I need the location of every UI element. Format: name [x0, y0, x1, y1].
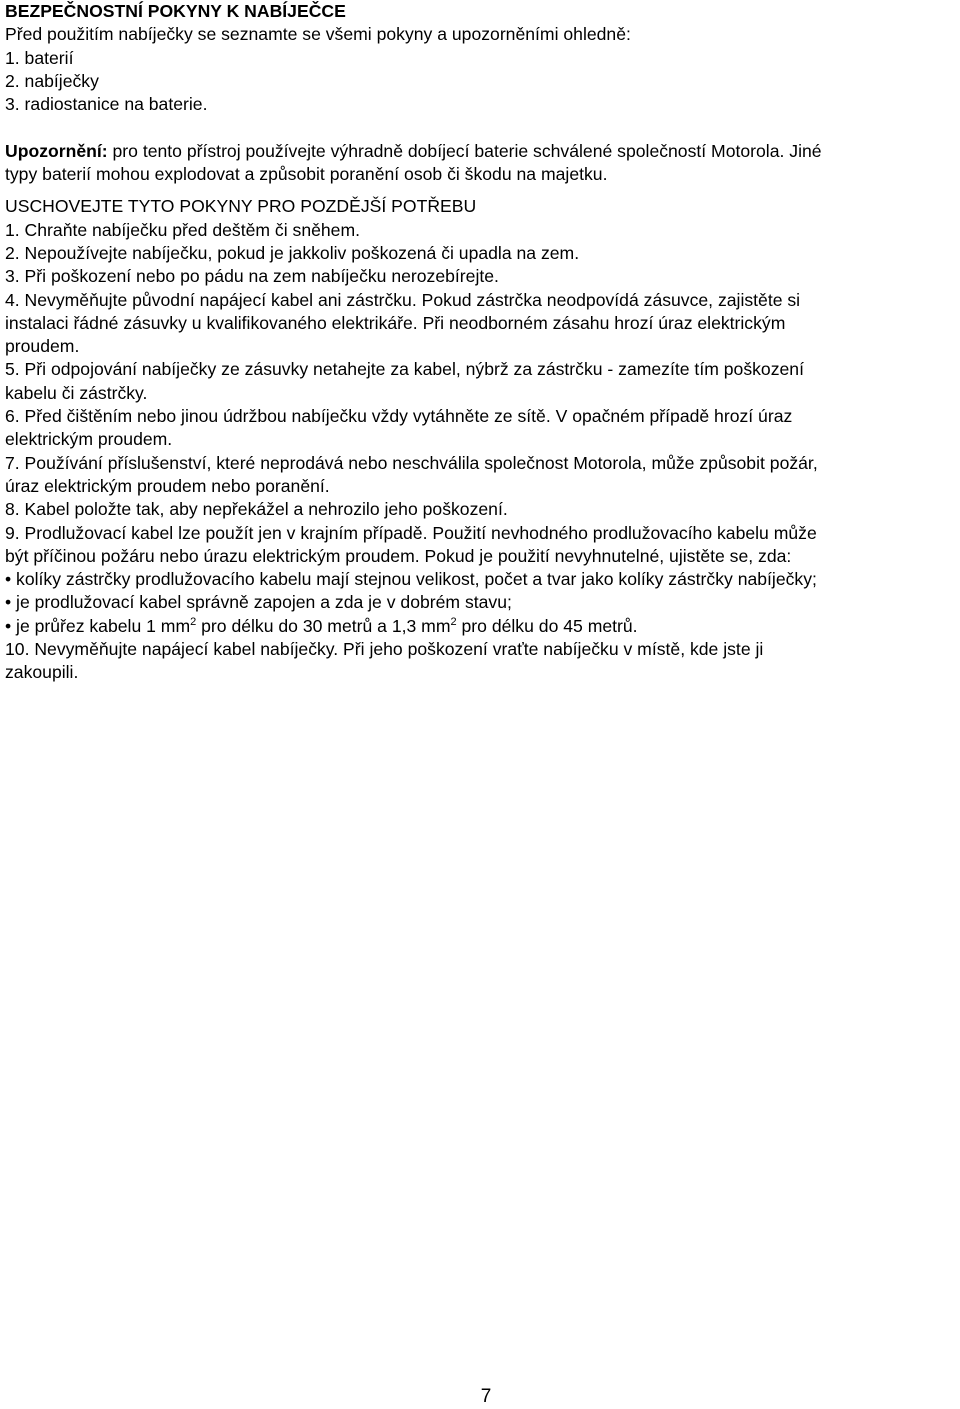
instruction-6-cont: elektrickým proudem. [5, 429, 173, 450]
instruction-1: 1. Chraňte nabíječku před deštěm či sněhem. [5, 219, 361, 240]
warning-label: Upozornění: [5, 140, 108, 161]
superscript: 2 [450, 615, 457, 628]
bullet-text: pro délku do 30 metrů a 1,3 mm [196, 615, 451, 636]
warning-text: pro tento přístroj používejte výhradně dobíjecí baterie schválené společností Motorola. Jiné [107, 140, 822, 161]
instruction-10-cont: zakoupili. [5, 662, 79, 683]
intro-item: 1. baterií [5, 47, 74, 68]
instruction-4: 4. Nevyměňujte původní napájecí kabel ani zástrčku. Pokud zástrčka neodpovídá zásuvce, zajistěte si [5, 289, 801, 310]
warning-line-2: typy baterií mohou explodovat a způsobit poranění osob či škodu na majetku. [5, 164, 608, 185]
bullet-item: • kolíky zástrčky prodlužovacího kabelu mají stejnou velikost, počet a tvar jako kolíky zástrčky nabíječky; [5, 569, 817, 590]
instruction-8: 8. Kabel položte tak, aby nepřekážel a nehrozilo jeho poškození. [5, 499, 508, 520]
bullet-text: • je průřez kabelu 1 mm [5, 615, 191, 636]
instruction-10: 10. Nevyměňujte napájecí kabel nabíječky. Při jeho poškození vraťte nabíječku v místě, kde jste ji [5, 639, 764, 660]
instruction-3: 3. Při poškození nebo po pádu na zem nabíječku nerozebírejte. [5, 266, 499, 287]
document-page [5, 0, 957, 685]
instruction-6: 6. Před čištěním nebo jinou údržbou nabíječku vždy vytáhněte ze sítě. V opačném případě hrozí úraz [5, 406, 793, 427]
instruction-4-cont: instalaci řádné zásuvky u kvalifikovaného elektrikáře. Při neodborném zásahu hrozí úraz elektrickým [5, 312, 786, 333]
bullet-item [5, 615, 957, 638]
save-heading: USCHOVEJTE TYTO POKYNY PRO POZDĚJŠÍ POTŘEBU [5, 196, 477, 217]
warning-line-1 [5, 140, 957, 163]
intro-text: Před použitím nabíječky se seznamte se všemi pokyny a upozorněními ohledně: [5, 24, 631, 45]
bullet-item: • je prodlužovací kabel správně zapojen a zda je v dobrém stavu; [5, 592, 512, 613]
instruction-9: 9. Prodlužovací kabel lze použít jen v krajním případě. Použití nevhodného prodlužovacího kabelu může [5, 522, 817, 543]
instruction-9-cont: být příčinou požáru nebo úrazu elektrickým proudem. Pokud je použití nevyhnutelné, ujistěte se, zda: [5, 545, 792, 566]
instruction-7-cont: úraz elektrickým proudem nebo poranění. [5, 475, 330, 496]
page-number: 7 [480, 1386, 492, 1407]
instruction-5: 5. Při odpojování nabíječky ze zásuvky netahejte za kabel, nýbrž za zástrčku - zamezíte tím poškození [5, 359, 804, 380]
instruction-4-cont: proudem. [5, 336, 80, 357]
instruction-7: 7. Používání příslušenství, které neprodává nebo neschválila společnost Motorola, může způsobit požár, [5, 452, 818, 473]
intro-item: 3. radiostanice na baterie. [5, 94, 208, 115]
spacer [5, 116, 957, 139]
bullet-text: pro délku do 45 metrů. [456, 615, 638, 636]
superscript: 2 [190, 615, 197, 628]
spacer [5, 186, 957, 195]
intro-item: 2. nabíječky [5, 70, 99, 91]
document-title: BEZPEČNOSTNÍ POKYNY K NABÍJEČCE [5, 1, 346, 21]
instruction-2: 2. Nepoužívejte nabíječku, pokud je jakkoliv poškozená či upadla na zem. [5, 242, 580, 263]
instruction-5-cont: kabelu či zástrčky. [5, 382, 148, 403]
